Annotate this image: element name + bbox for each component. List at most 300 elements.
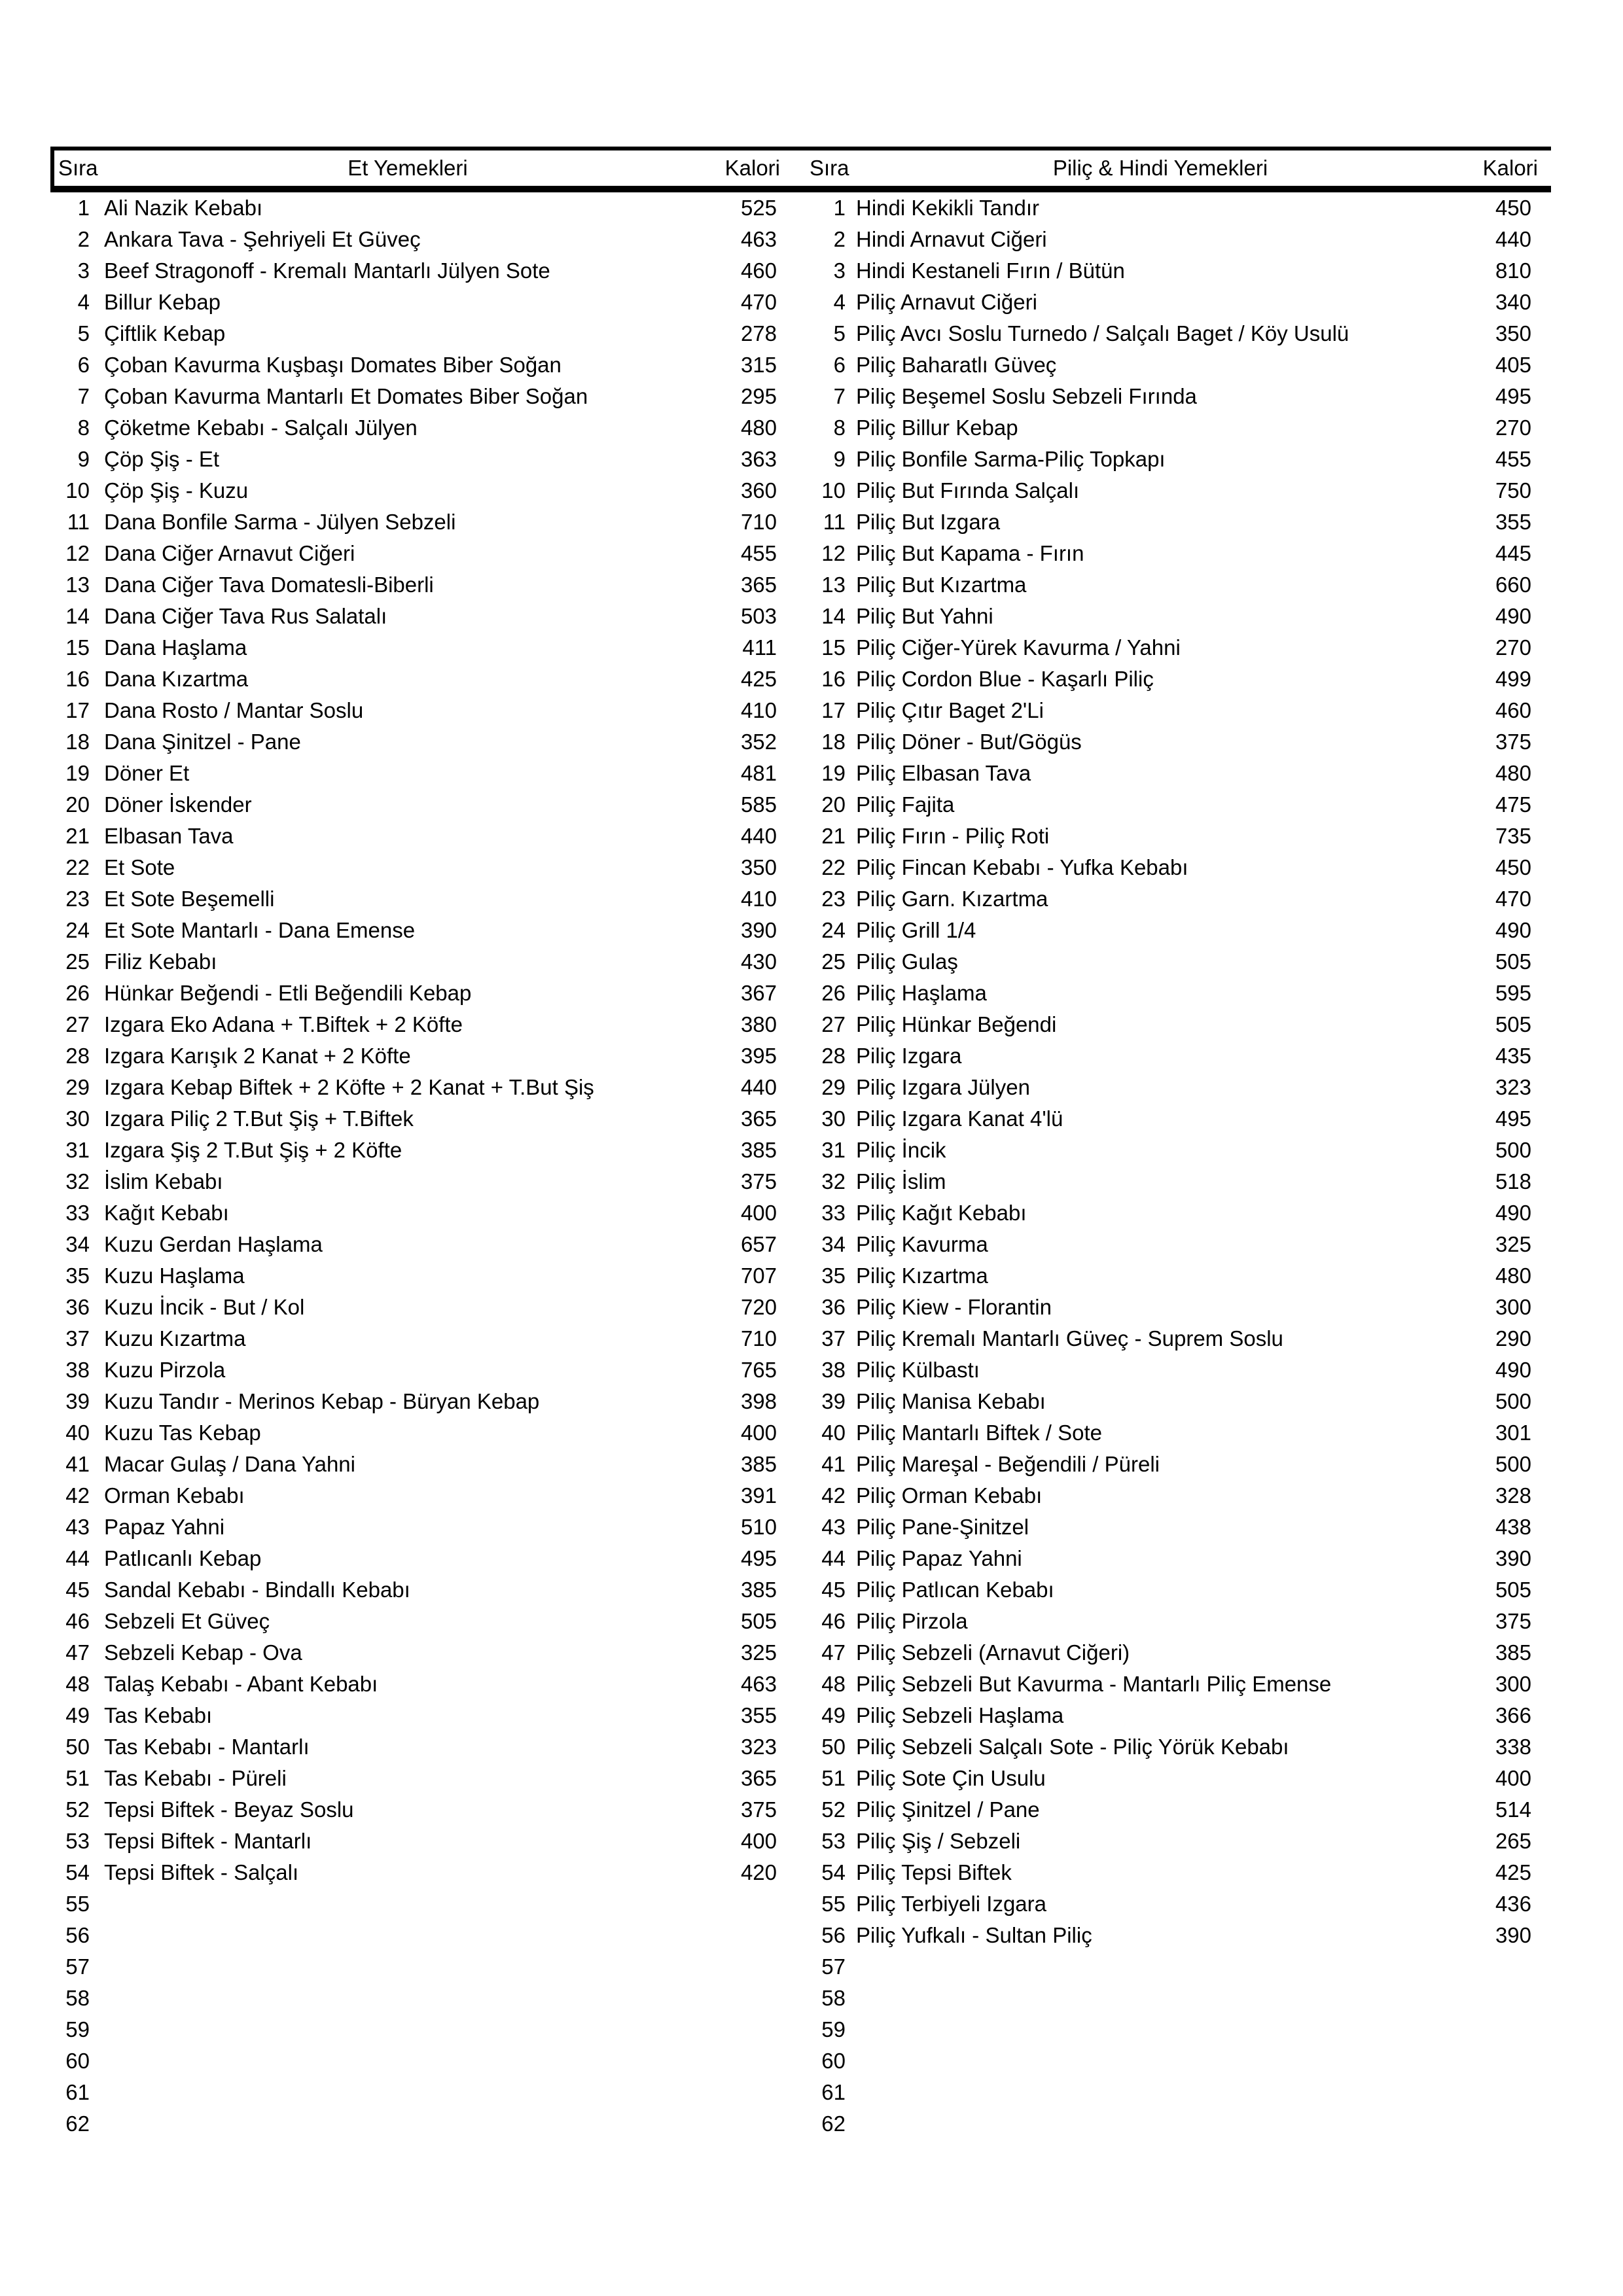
left-sira: 51 [65, 1766, 90, 1790]
left-sira: 17 [65, 698, 90, 722]
table-row [50, 1763, 1551, 1794]
et-yemek-kalori: 365 [740, 1106, 777, 1131]
left-sira: 21 [65, 824, 90, 848]
right-sira: 32 [821, 1169, 846, 1193]
pilic-yemek-kalori: 450 [1495, 196, 1531, 220]
table-row [50, 1386, 1551, 1417]
table-row [50, 1637, 1551, 1669]
et-yemek-kalori: 495 [740, 1546, 777, 1570]
right-sira: 42 [821, 1483, 846, 1508]
right-sira: 2 [833, 227, 846, 251]
left-sira: 49 [65, 1703, 90, 1727]
right-sira: 18 [821, 730, 846, 754]
et-yemek-name: Tepsi Biftek - Beyaz Soslu [104, 1797, 354, 1822]
right-sira: 17 [821, 698, 846, 722]
table-row [50, 1103, 1551, 1135]
et-yemek-name: Çoban Kavurma Mantarlı Et Domates Biber Soğan [104, 384, 588, 408]
left-sira: 46 [65, 1609, 90, 1633]
table-row [50, 1888, 1551, 1920]
et-yemek-name: Et Sote Mantarlı - Dana Emense [104, 918, 416, 942]
left-sira: 57 [65, 1954, 90, 1979]
table-row [50, 1354, 1551, 1386]
right-sira: 28 [821, 1044, 846, 1068]
table-row [50, 1574, 1551, 1606]
et-yemek-name: Kuzu Tandır - Merinos Kebap - Büryan Kebap [104, 1389, 540, 1413]
et-yemek-name: Izgara Piliç 2 T.But Şiş + T.Biftek [104, 1106, 414, 1131]
right-sira: 13 [821, 573, 846, 597]
right-sira: 60 [821, 2049, 846, 2073]
pilic-yemek-kalori: 325 [1495, 1232, 1531, 1256]
et-yemek-kalori: 398 [740, 1389, 777, 1413]
et-yemek-kalori: 463 [740, 1672, 777, 1696]
et-yemek-kalori: 503 [740, 604, 777, 628]
pilic-yemek-kalori: 500 [1495, 1138, 1531, 1162]
et-yemek-kalori: 425 [740, 667, 777, 691]
et-yemek-name: Dana Rosto / Mantar Soslu [104, 698, 364, 722]
et-yemek-kalori: 411 [742, 635, 777, 660]
pilic-yemek-name: Piliç Avcı Soslu Turnedo / Salçalı Baget / Köy Usulü [856, 321, 1349, 345]
et-yemek-name: Sebzeli Kebap - Ova [104, 1640, 302, 1665]
et-yemek-kalori: 455 [740, 541, 777, 565]
pilic-yemek-kalori: 495 [1495, 384, 1531, 408]
pilic-yemek-name: Piliç Külbastı [856, 1358, 980, 1382]
pilic-yemek-name: Piliç But Izgara [856, 510, 1001, 534]
right-sira: 29 [821, 1075, 846, 1099]
left-sira: 41 [65, 1452, 90, 1476]
table-row [50, 1009, 1551, 1040]
left-sira: 52 [65, 1797, 90, 1822]
right-sira: 25 [821, 949, 846, 974]
left-sira: 29 [65, 1075, 90, 1099]
left-sira: 25 [65, 949, 90, 974]
left-sira: 42 [65, 1483, 90, 1508]
left-sira: 32 [65, 1169, 90, 1193]
et-yemek-kalori: 350 [740, 855, 777, 879]
left-sira: 31 [65, 1138, 90, 1162]
pilic-yemek-name: Piliç But Kapama - Fırın [856, 541, 1084, 565]
left-sira: 7 [77, 384, 90, 408]
right-sira: 6 [833, 353, 846, 377]
right-sira: 46 [821, 1609, 846, 1633]
right-sira: 12 [821, 541, 846, 565]
right-sira: 10 [821, 478, 846, 503]
pilic-yemek-name: Piliç Mantarlı Biftek / Sote [856, 1421, 1102, 1445]
left-sira: 28 [65, 1044, 90, 1068]
left-sira: 59 [65, 2017, 90, 2041]
et-yemek-name: Dana Ciğer Arnavut Ciğeri [104, 541, 355, 565]
pilic-yemek-kalori: 438 [1495, 1515, 1531, 1539]
right-sira: 27 [821, 1012, 846, 1036]
pilic-yemek-name: Piliç Billur Kebap [856, 415, 1018, 440]
right-sira: 55 [821, 1892, 846, 1916]
table-row [50, 475, 1551, 506]
table-row [50, 883, 1551, 915]
pilic-yemek-kalori: 265 [1495, 1829, 1531, 1853]
pilic-yemek-name: Piliç Fırın - Piliç Roti [856, 824, 1050, 848]
et-yemek-kalori: 352 [740, 730, 777, 754]
et-yemek-name: Izgara Şiş 2 T.But Şiş + 2 Köfte [104, 1138, 402, 1162]
et-yemek-kalori: 481 [740, 761, 777, 785]
right-sira: 49 [821, 1703, 846, 1727]
et-yemek-kalori: 391 [740, 1483, 777, 1508]
left-sira: 38 [65, 1358, 90, 1382]
left-sira: 15 [65, 635, 90, 660]
pilic-yemek-name: Piliç But Kızartma [856, 573, 1027, 597]
pilic-yemek-name: Piliç Izgara [856, 1044, 962, 1068]
pilic-yemek-kalori: 505 [1495, 949, 1531, 974]
pilic-yemek-kalori: 375 [1495, 730, 1531, 754]
et-yemek-kalori: 380 [740, 1012, 777, 1036]
left-sira: 9 [77, 447, 90, 471]
table-row [50, 601, 1551, 632]
table-row [50, 852, 1551, 883]
left-sira: 54 [65, 1860, 90, 1884]
pilic-yemek-kalori: 301 [1495, 1421, 1531, 1445]
table-row [50, 1292, 1551, 1323]
et-yemek-name: Filiz Kebabı [104, 949, 217, 974]
pilic-yemek-kalori: 290 [1495, 1326, 1531, 1351]
table-row [50, 287, 1551, 318]
pilic-yemek-kalori: 490 [1495, 1358, 1531, 1382]
table-row [50, 632, 1551, 663]
table-row [50, 1606, 1551, 1637]
et-yemek-kalori: 463 [740, 227, 777, 251]
pilic-yemek-kalori: 385 [1495, 1640, 1531, 1665]
et-yemek-kalori: 365 [740, 573, 777, 597]
et-yemek-name: İslim Kebabı [104, 1169, 223, 1193]
et-yemek-name: Kuzu Kızartma [104, 1326, 246, 1351]
left-sira: 10 [65, 478, 90, 503]
et-yemek-name: Çoban Kavurma Kuşbaşı Domates Biber Soğan [104, 353, 562, 377]
et-yemek-name: Ali Nazik Kebabı [104, 196, 263, 220]
et-yemek-name: Macar Gulaş / Dana Yahni [104, 1452, 355, 1476]
left-sira: 30 [65, 1106, 90, 1131]
right-sira: 53 [821, 1829, 846, 1853]
pilic-yemek-kalori: 436 [1495, 1892, 1531, 1916]
right-sira: 59 [821, 2017, 846, 2041]
et-yemek-name: Döner Et [104, 761, 190, 785]
pilic-yemek-name: Piliç Orman Kebabı [856, 1483, 1043, 1508]
right-sira: 23 [821, 887, 846, 911]
pilic-yemek-kalori: 328 [1495, 1483, 1531, 1508]
table-row [50, 318, 1551, 349]
left-sira: 8 [77, 415, 90, 440]
pilic-yemek-name: Piliç Cordon Blue - Kaşarlı Piliç [856, 667, 1154, 691]
right-sira: 48 [821, 1672, 846, 1696]
pilic-yemek-name: Piliç Kremalı Mantarlı Güveç - Suprem Soslu [856, 1326, 1283, 1351]
pilic-yemek-kalori: 450 [1495, 855, 1531, 879]
left-sira: 16 [65, 667, 90, 691]
table-row [50, 224, 1551, 255]
pilic-yemek-name: Piliç Gulaş [856, 949, 958, 974]
left-sira: 33 [65, 1201, 90, 1225]
pilic-yemek-kalori: 750 [1495, 478, 1531, 503]
pilic-yemek-kalori: 475 [1495, 792, 1531, 817]
right-sira: 45 [821, 1578, 846, 1602]
left-sira: 40 [65, 1421, 90, 1445]
right-sira: 39 [821, 1389, 846, 1413]
left-sira: 60 [65, 2049, 90, 2073]
left-sira: 39 [65, 1389, 90, 1413]
left-sira: 45 [65, 1578, 90, 1602]
et-yemek-kalori: 355 [740, 1703, 777, 1727]
pilic-yemek-name: Piliç Sote Çin Usulu [856, 1766, 1046, 1790]
pilic-yemek-name: Piliç Hünkar Beğendi [856, 1012, 1057, 1036]
pilic-yemek-name: Piliç Baharatlı Güveç [856, 353, 1057, 377]
pilic-yemek-kalori: 270 [1495, 415, 1531, 440]
left-sira: 23 [65, 887, 90, 911]
et-yemek-kalori: 325 [740, 1640, 777, 1665]
pilic-yemek-name: Piliç Yufkalı - Sultan Piliç [856, 1923, 1092, 1947]
et-yemek-kalori: 400 [740, 1201, 777, 1225]
left-sira: 12 [65, 541, 90, 565]
et-yemek-kalori: 323 [740, 1735, 777, 1759]
pilic-yemek-kalori: 490 [1495, 918, 1531, 942]
right-sira: 15 [821, 635, 846, 660]
right-sira: 35 [821, 1263, 846, 1288]
left-sira: 61 [65, 2080, 90, 2104]
et-yemek-kalori: 400 [740, 1421, 777, 1445]
et-yemek-name: Sandal Kebabı - Bindallı Kebabı [104, 1578, 410, 1602]
left-sira: 44 [65, 1546, 90, 1570]
right-sira: 61 [821, 2080, 846, 2104]
pilic-yemek-name: Piliç Manisa Kebabı [856, 1389, 1046, 1413]
left-sira: 37 [65, 1326, 90, 1351]
pilic-yemek-name: Piliç Beşemel Soslu Sebzeli Fırında [856, 384, 1197, 408]
right-sira: 20 [821, 792, 846, 817]
pilic-yemek-name: Piliç İncik [856, 1138, 946, 1162]
et-yemek-kalori: 410 [740, 698, 777, 722]
et-yemek-name: Orman Kebabı [104, 1483, 245, 1508]
right-sira: 37 [821, 1326, 846, 1351]
et-yemek-name: Tepsi Biftek - Salçalı [104, 1860, 299, 1884]
left-sira: 50 [65, 1735, 90, 1759]
pilic-yemek-kalori: 495 [1495, 1106, 1531, 1131]
et-yemek-kalori: 295 [740, 384, 777, 408]
et-yemek-name: Talaş Kebabı - Abant Kebabı [104, 1672, 378, 1696]
table-row [50, 2014, 1551, 2045]
pilic-yemek-kalori: 338 [1495, 1735, 1531, 1759]
et-yemek-name: Et Sote [104, 855, 175, 879]
et-yemek-kalori: 440 [740, 1075, 777, 1099]
table-row [50, 821, 1551, 852]
et-yemek-name: Dana Haşlama [104, 635, 247, 660]
pilic-yemek-kalori: 350 [1495, 321, 1531, 345]
table-row [50, 1794, 1551, 1826]
right-sira: 16 [821, 667, 846, 691]
right-sira: 47 [821, 1640, 846, 1665]
right-sira: 11 [823, 510, 846, 534]
table-row [50, 1166, 1551, 1197]
et-yemek-kalori: 385 [740, 1578, 777, 1602]
et-yemek-kalori: 400 [740, 1829, 777, 1853]
left-sira: 35 [65, 1263, 90, 1288]
et-yemek-name: Kuzu İncik - But / Kol [104, 1295, 305, 1319]
et-yemek-kalori: 360 [740, 478, 777, 503]
pilic-yemek-name: Piliç Terbiyeli Izgara [856, 1892, 1047, 1916]
left-sira: 58 [65, 1986, 90, 2010]
et-yemek-name: Dana Kızartma [104, 667, 249, 691]
et-yemek-name: Çiftlik Kebap [104, 321, 226, 345]
et-yemek-kalori: 480 [740, 415, 777, 440]
left-sira: 13 [65, 573, 90, 597]
pilic-yemek-kalori: 460 [1495, 698, 1531, 722]
et-yemek-kalori: 710 [740, 1326, 777, 1351]
table-row [50, 506, 1551, 538]
et-yemek-name: Tas Kebabı - Mantarlı [104, 1735, 310, 1759]
et-yemek-kalori: 385 [740, 1452, 777, 1476]
pilic-yemek-kalori: 514 [1495, 1797, 1531, 1822]
right-sira: 24 [821, 918, 846, 942]
table-row [50, 1135, 1551, 1166]
right-sira: 21 [821, 824, 846, 848]
table-row [50, 1229, 1551, 1260]
et-yemek-kalori: 657 [740, 1232, 777, 1256]
header-right-sira: Sıra [810, 156, 849, 180]
pilic-yemek-kalori: 435 [1495, 1044, 1531, 1068]
table-header [50, 147, 1551, 192]
et-yemek-kalori: 410 [740, 887, 777, 911]
et-yemek-name: Patlıcanlı Kebap [104, 1546, 262, 1570]
pilic-yemek-kalori: 400 [1495, 1766, 1531, 1790]
et-yemek-kalori: 525 [740, 196, 777, 220]
pilic-yemek-kalori: 735 [1495, 824, 1531, 848]
pilic-yemek-kalori: 505 [1495, 1578, 1531, 1602]
right-sira: 62 [821, 2111, 846, 2136]
left-sira: 27 [65, 1012, 90, 1036]
pilic-yemek-name: Piliç Izgara Jülyen [856, 1075, 1030, 1099]
et-yemek-name: Kağıt Kebabı [104, 1201, 229, 1225]
table-row [50, 758, 1551, 789]
table-row [50, 1040, 1551, 1072]
right-sira: 58 [821, 1986, 846, 2010]
table-row [50, 1669, 1551, 1700]
right-sira: 52 [821, 1797, 846, 1822]
pilic-yemek-kalori: 390 [1495, 1923, 1531, 1947]
pilic-yemek-kalori: 499 [1495, 667, 1531, 691]
et-yemek-kalori: 375 [740, 1169, 777, 1193]
pilic-yemek-name: Piliç Patlıcan Kebabı [856, 1578, 1054, 1602]
pilic-yemek-name: Piliç Sebzeli But Kavurma - Mantarlı Piliç Emense [856, 1672, 1332, 1696]
pilic-yemek-kalori: 390 [1495, 1546, 1531, 1570]
table-row [50, 538, 1551, 569]
table-row [50, 695, 1551, 726]
pilic-yemek-kalori: 340 [1495, 290, 1531, 314]
left-sira: 6 [77, 353, 90, 377]
table-row [50, 1826, 1551, 1857]
right-sira: 36 [821, 1295, 846, 1319]
et-yemek-name: Kuzu Tas Kebap [104, 1421, 261, 1445]
pilic-yemek-kalori: 445 [1495, 541, 1531, 565]
table-row [50, 412, 1551, 444]
et-yemek-kalori: 720 [740, 1295, 777, 1319]
header-et-yemekleri: Et Yemekleri [348, 156, 468, 180]
pilic-yemek-name: Piliç Çıtır Baget 2'Li [856, 698, 1044, 722]
pilic-yemek-kalori: 500 [1495, 1452, 1531, 1476]
et-yemek-kalori: 278 [740, 321, 777, 345]
pilic-yemek-kalori: 480 [1495, 1263, 1531, 1288]
right-sira: 14 [821, 604, 846, 628]
pilic-yemek-name: Piliç But Fırında Salçalı [856, 478, 1080, 503]
pilic-yemek-name: Piliç Kiew - Florantin [856, 1295, 1052, 1319]
et-yemek-kalori: 365 [740, 1766, 777, 1790]
right-sira: 26 [821, 981, 846, 1005]
pilic-yemek-name: Piliç But Yahni [856, 604, 993, 628]
pilic-yemek-name: Piliç Arnavut Ciğeri [856, 290, 1037, 314]
et-yemek-kalori: 385 [740, 1138, 777, 1162]
right-sira: 1 [833, 196, 846, 220]
pilic-yemek-name: Piliç Döner - But/Gögüs [856, 730, 1082, 754]
pilic-yemek-kalori: 455 [1495, 447, 1531, 471]
pilic-yemek-kalori: 270 [1495, 635, 1531, 660]
left-sira: 18 [65, 730, 90, 754]
pilic-yemek-name: Piliç Bonfile Sarma-Piliç Topkapı [856, 447, 1166, 471]
left-sira: 20 [65, 792, 90, 817]
left-sira: 56 [65, 1923, 90, 1947]
header-pilic-hindi-yemekleri: Piliç & Hindi Yemekleri [1052, 156, 1268, 180]
header-left-sira: Sıra [58, 156, 98, 180]
table-row [50, 978, 1551, 1009]
et-yemek-name: Dana Ciğer Tava Domatesli-Biberli [104, 573, 434, 597]
pilic-yemek-kalori: 490 [1495, 604, 1531, 628]
pilic-yemek-kalori: 595 [1495, 981, 1531, 1005]
right-sira: 5 [833, 321, 846, 345]
right-sira: 57 [821, 1954, 846, 1979]
table-row [50, 349, 1551, 381]
left-sira: 34 [65, 1232, 90, 1256]
pilic-yemek-kalori: 660 [1495, 573, 1531, 597]
pilic-yemek-kalori: 505 [1495, 1012, 1531, 1036]
et-yemek-name: Çöp Şiş - Kuzu [104, 478, 249, 503]
table-row [50, 789, 1551, 821]
et-yemek-name: Tepsi Biftek - Mantarlı [104, 1829, 312, 1853]
table-row [50, 1700, 1551, 1731]
left-sira: 55 [65, 1892, 90, 1916]
et-yemek-kalori: 585 [740, 792, 777, 817]
et-yemek-kalori: 470 [740, 290, 777, 314]
right-sira: 43 [821, 1515, 846, 1539]
table-row [50, 1731, 1551, 1763]
table-row [50, 915, 1551, 946]
table-row [50, 255, 1551, 287]
et-yemek-name: Sebzeli Et Güveç [104, 1609, 270, 1633]
et-yemek-kalori: 510 [740, 1515, 777, 1539]
left-sira: 5 [77, 321, 90, 345]
et-yemek-name: Kuzu Pirzola [104, 1358, 226, 1382]
left-sira: 47 [65, 1640, 90, 1665]
pilic-yemek-name: Piliç Sebzeli Salçalı Sote - Piliç Yörük Kebabı [856, 1735, 1289, 1759]
right-sira: 50 [821, 1735, 846, 1759]
table-row [50, 1260, 1551, 1292]
et-yemek-name: Izgara Eko Adana + T.Biftek + 2 Köfte [104, 1012, 463, 1036]
table-row [50, 2108, 1551, 2140]
pilic-yemek-name: Piliç Pirzola [856, 1609, 968, 1633]
pilic-yemek-name: Piliç Şinitzel / Pane [856, 1797, 1040, 1822]
et-yemek-name: Çöketme Kebabı - Salçalı Jülyen [104, 415, 418, 440]
et-yemek-name: Dana Şinitzel - Pane [104, 730, 301, 754]
left-sira: 22 [65, 855, 90, 879]
pilic-yemek-kalori: 300 [1495, 1672, 1531, 1696]
left-sira: 48 [65, 1672, 90, 1696]
pilic-yemek-kalori: 300 [1495, 1295, 1531, 1319]
pilic-yemek-name: Piliç Papaz Yahni [856, 1546, 1022, 1570]
et-yemek-kalori: 367 [740, 981, 777, 1005]
table-row [50, 1983, 1551, 2014]
et-yemek-name: Izgara Kebap Biftek + 2 Köfte + 2 Kanat + T.But Şiş [104, 1075, 594, 1099]
et-yemek-name: Döner İskender [104, 792, 252, 817]
left-sira: 3 [77, 258, 90, 283]
right-sira: 4 [833, 290, 846, 314]
